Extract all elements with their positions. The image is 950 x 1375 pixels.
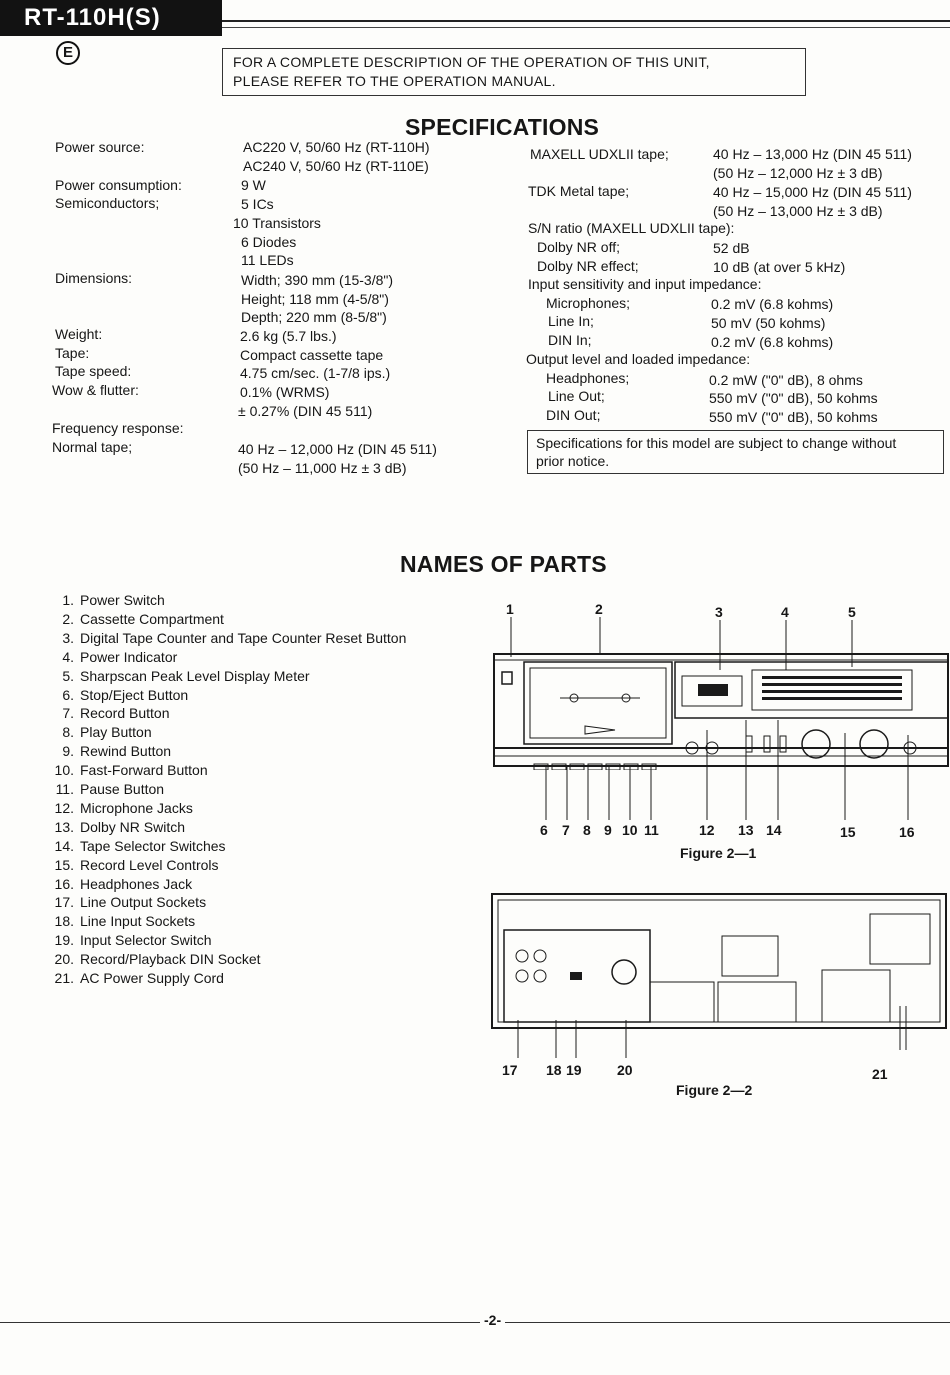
figure1-callout: 1: [506, 601, 514, 617]
spec-label: Frequency response:: [52, 420, 184, 436]
spec-label: Semiconductors;: [55, 195, 160, 211]
part-number: 21.: [54, 970, 74, 986]
spec-value: 0.2 mW ("0" dB), 8 ohms: [709, 372, 863, 388]
part-number: 9.: [62, 743, 74, 759]
part-number: 18.: [54, 913, 74, 929]
part-number: 17.: [54, 894, 74, 910]
page-number: -2-: [480, 1312, 505, 1328]
spec-value: (50 Hz – 11,000 Hz ± 3 dB): [238, 460, 407, 476]
part-name: Tape Selector Switches: [80, 838, 226, 854]
part-number: 6.: [62, 687, 74, 703]
spec-value: 4.75 cm/sec. (1-7/8 ips.): [240, 365, 391, 381]
figure1-callout: 6: [540, 822, 548, 838]
part-number: 2.: [62, 611, 74, 627]
spec-value: 40 Hz – 12,000 Hz (DIN 45 511): [238, 441, 437, 457]
figure2-callout: 20: [617, 1062, 633, 1078]
figure1-leader-lines: [490, 615, 950, 830]
figure2-callout: 18: [546, 1062, 562, 1078]
part-name: Record Level Controls: [80, 857, 219, 873]
spec-label: Wow & flutter:: [52, 382, 139, 398]
spec-label: Dimensions:: [55, 270, 133, 286]
spec-value: Height; 118 mm (4-5/8"): [241, 291, 389, 307]
spec-label: Power consumption:: [55, 177, 182, 193]
part-name: Record/Playback DIN Socket: [80, 951, 261, 967]
spec-value: Width; 390 mm (15-3/8"): [241, 272, 394, 288]
figure1-callout: 5: [848, 604, 856, 620]
figure1-callout: 7: [562, 822, 570, 838]
part-name: Fast-Forward Button: [80, 762, 208, 778]
spec-label: DIN In;: [548, 332, 592, 348]
spec-value: 50 mV (50 kohms): [711, 315, 826, 331]
spec-label: Dolby NR off;: [537, 239, 620, 255]
spec-label: Headphones;: [546, 370, 630, 386]
figure1-callout: 14: [766, 822, 782, 838]
notice-line: PLEASE REFER TO THE OPERATION MANUAL.: [233, 73, 556, 89]
figure1-callout: 4: [781, 604, 789, 620]
part-number: 13.: [54, 819, 74, 835]
spec-value: 550 mV ("0" dB), 50 kohms: [709, 390, 878, 406]
figure1-callout: 10: [622, 822, 638, 838]
figure1-callout: 11: [644, 822, 659, 838]
spec-value: Compact cassette tape: [240, 347, 384, 363]
spec-value: 0.2 mV (6.8 kohms): [711, 296, 834, 312]
language-badge: E: [56, 41, 80, 65]
specifications-title: SPECIFICATIONS: [405, 114, 600, 140]
part-name: Power Indicator: [80, 649, 178, 665]
spec-value: 10 Transistors: [233, 215, 321, 231]
part-name: Line Output Sockets: [80, 894, 207, 910]
spec-value: 52 dB: [713, 240, 750, 256]
model-badge: RT-110H(S): [0, 0, 222, 36]
spec-label: Tape speed:: [55, 363, 132, 379]
figure2-callout: 21: [872, 1066, 888, 1082]
parts-title: NAMES OF PARTS: [400, 551, 607, 577]
spec-value: 0.2 mV (6.8 kohms): [711, 334, 834, 350]
spec-value: 40 Hz – 15,000 Hz (DIN 45 511): [713, 184, 912, 200]
spec-label: Dolby NR effect;: [537, 258, 639, 274]
spec-value: 10 dB (at over 5 kHz): [713, 259, 846, 275]
part-name: Line Input Sockets: [80, 913, 196, 929]
part-number: 20.: [54, 951, 74, 967]
spec-value: 6 Diodes: [241, 234, 297, 250]
part-name: Record Button: [80, 705, 170, 721]
figure1-callout: 2: [595, 601, 603, 617]
figure1-callout: 3: [715, 604, 723, 620]
figure2-callout: 17: [502, 1062, 518, 1078]
part-number: 10.: [54, 762, 74, 778]
figure1-callout: 16: [899, 824, 915, 840]
spec-value: 0.1% (WRMS): [240, 384, 330, 400]
part-number: 1.: [62, 592, 74, 608]
spec-label: TDK Metal tape;: [528, 183, 630, 199]
spec-value: ± 0.27% (DIN 45 511): [238, 403, 373, 419]
spec-value: Depth; 220 mm (8-5/8"): [241, 309, 387, 325]
part-number: 11.: [55, 781, 74, 797]
part-number: 19.: [54, 932, 74, 948]
spec-value: 550 mV ("0" dB), 50 kohms: [709, 409, 878, 425]
spec-value: 40 Hz – 13,000 Hz (DIN 45 511): [713, 146, 912, 162]
part-number: 12.: [54, 800, 74, 816]
part-name: Play Button: [80, 724, 152, 740]
spec-value: (50 Hz – 12,000 Hz ± 3 dB): [713, 165, 883, 181]
notice-box: [222, 48, 806, 96]
spec-label: Power source:: [55, 139, 145, 155]
part-number: 7.: [62, 705, 74, 721]
part-number: 16.: [54, 876, 74, 892]
figure2-callout: 19: [566, 1062, 582, 1078]
spec-value: (50 Hz – 13,000 Hz ± 3 dB): [713, 203, 883, 219]
part-name: Dolby NR Switch: [80, 819, 186, 835]
header-rule: [222, 20, 950, 22]
figure2-caption: Figure 2—2: [676, 1082, 753, 1098]
spec-value: 2.6 kg (5.7 lbs.): [240, 328, 337, 344]
part-name: Stop/Eject Button: [80, 687, 189, 703]
disclaimer-box: [527, 430, 944, 474]
part-number: 15.: [54, 857, 74, 873]
spec-label: S/N ratio (MAXELL UDXLII tape):: [528, 220, 735, 236]
spec-label: Line In;: [548, 313, 594, 329]
spec-value: 5 ICs: [241, 196, 274, 212]
notice-line: FOR A COMPLETE DESCRIPTION OF THE OPERATION OF THIS UNIT,: [233, 54, 710, 70]
part-number: 8.: [62, 724, 74, 740]
figure1-callout: 8: [583, 822, 591, 838]
part-name: Sharpscan Peak Level Display Meter: [80, 668, 310, 684]
part-name: AC Power Supply Cord: [80, 970, 224, 986]
figure1-callout: 15: [840, 824, 856, 840]
part-name: Microphone Jacks: [80, 800, 193, 816]
spec-label: Tape:: [55, 345, 90, 361]
spec-value: 11 LEDs: [241, 252, 294, 268]
part-number: 14.: [54, 838, 74, 854]
header-rule: [222, 27, 950, 28]
part-name: Input Selector Switch: [80, 932, 212, 948]
part-name: Headphones Jack: [80, 876, 193, 892]
footer-rule: [0, 1322, 950, 1323]
part-number: 5.: [62, 668, 74, 684]
part-name: Power Switch: [80, 592, 165, 608]
part-name: Pause Button: [80, 781, 165, 797]
figure1-callout: 9: [604, 822, 612, 838]
spec-value: AC220 V, 50/60 Hz (RT-110H): [243, 139, 430, 155]
spec-value: 9 W: [241, 177, 266, 193]
spec-label: Microphones;: [546, 295, 631, 311]
spec-value: AC240 V, 50/60 Hz (RT-110E): [243, 158, 429, 174]
spec-label: DIN Out;: [546, 407, 601, 423]
spec-label: Output level and loaded impedance:: [526, 351, 751, 367]
part-name: Rewind Button: [80, 743, 172, 759]
part-name: Cassette Compartment: [80, 611, 224, 627]
spec-label: MAXELL UDXLII tape;: [530, 146, 669, 162]
disclaimer-line: prior notice.: [536, 453, 610, 469]
disclaimer-line: Specifications for this model are subject to change without: [536, 435, 897, 451]
part-number: 3.: [62, 630, 74, 646]
figure1-callout: 13: [738, 822, 754, 838]
spec-label: Weight:: [55, 326, 103, 342]
spec-label: Input sensitivity and input impedance:: [528, 276, 762, 292]
figure1-callout: 12: [699, 822, 715, 838]
spec-label: Line Out;: [548, 388, 605, 404]
part-number: 4.: [62, 649, 74, 665]
part-name: Digital Tape Counter and Tape Counter Reset Button: [80, 630, 407, 646]
spec-label: Normal tape;: [52, 439, 133, 455]
figure1-caption: Figure 2—1: [680, 845, 757, 861]
